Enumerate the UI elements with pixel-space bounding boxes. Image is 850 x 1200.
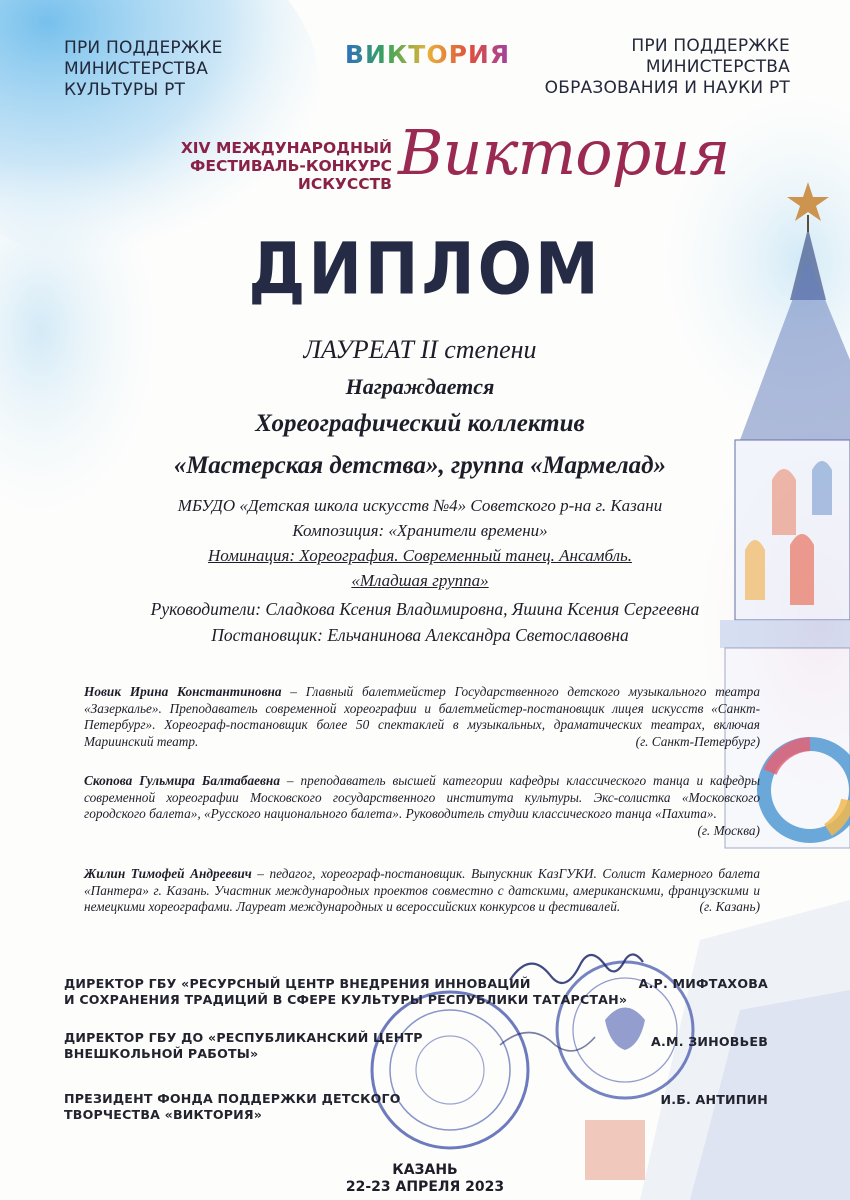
support-ministry-education xyxy=(545,36,790,99)
support-ministry-culture xyxy=(64,38,223,101)
jury-member xyxy=(84,773,760,839)
festival-line: ИСКУССТВ xyxy=(297,175,392,193)
signatory-name: А.М. ЗИНОВЬЕВ xyxy=(651,1034,768,1049)
event-dates: 22-23 АПРЕЛЯ 2023 xyxy=(345,1179,505,1195)
jury-member-city: (г. Казань) xyxy=(699,899,760,915)
signature-title-line: И СОХРАНЕНИЯ ТРАДИЦИЙ В СФЕРЕ КУЛЬТУРЫ РЕСПУБЛИКИ ТАТАРСТАН» xyxy=(64,992,628,1007)
awarded-label: Награждается xyxy=(345,374,495,399)
school-name: МБУДО «Детская школа искусств №4» Советского р-на г. Казани xyxy=(177,496,663,515)
signature-title-line: ТВОРЧЕСТВА «ВИКТОРИЯ» xyxy=(64,1107,263,1122)
jury-member-name: Жилин Тимофей Андреевич xyxy=(84,866,252,881)
signature-title-line: ВНЕШКОЛЬНОЙ РАБОТЫ» xyxy=(64,1046,259,1061)
signatory-name: И.Б. АНТИПИН xyxy=(660,1092,768,1107)
victoria-logo xyxy=(340,40,515,69)
jury-member-city: (г. Москва) xyxy=(697,822,760,838)
event-city: КАЗАНЬ xyxy=(392,1162,458,1178)
nomination-line2: «Младшая группа» xyxy=(351,571,489,590)
festival-line: XIV МЕЖДУНАРОДНЫЙ xyxy=(180,139,392,157)
signature-title-line: ДИРЕКТОР ГБУ «РЕСУРСНЫЙ ЦЕНТР ВНЕДРЕНИЯ ИННОВАЦИЙ xyxy=(64,976,531,991)
heads: Руководители: Сладкова Ксения Владимировна, Яшина Ксения Сергеевна xyxy=(150,599,700,619)
festival-line: ФЕСТИВАЛЬ-КОНКУРС xyxy=(190,157,392,175)
signature-title xyxy=(64,976,627,1008)
jury-member-city: (г. Санкт-Петербург) xyxy=(635,733,760,749)
nomination-line1: Номинация: Хореография. Современный танец. Ансамбль. xyxy=(208,546,632,565)
jury-member-name: Скопова Гульмира Балтабаевна xyxy=(84,773,280,788)
jury-member-bio: – преподаватель высшей категории кафедры классического танца и кафедры современной хореографии Московского государственного института культуры. Экс-солистка «Московского городского балета», «Русского национального балета». Руководитель студии классического танца «Пахита». xyxy=(84,773,760,822)
festival-name xyxy=(181,139,392,193)
festival-script-title: Виктория xyxy=(398,116,730,189)
staging-director: Постановщик: Ельчанинова Александра Светославовна xyxy=(211,625,629,645)
support-left-line: КУЛЬТУРЫ РТ xyxy=(64,80,186,100)
jury-member xyxy=(84,684,760,750)
jury-member-bio: – Главный балетмейстер Государственного детского музыкального театра «Зазеркалье». Преподаватель современной хореографии и балетмейстер-постановщик лицея искусств «Санкт-Петербург». Хореограф-постановщик более 50 спектаклей в музыкальных, драматических театрах, включая Мариинский театр. xyxy=(84,684,760,749)
round-stamp-fund xyxy=(372,992,528,1148)
signature-title-line: ДИРЕКТОР ГБУ ДО «РЕСПУБЛИКАНСКИЙ ЦЕНТР xyxy=(64,1030,423,1045)
event-location-date xyxy=(300,1162,550,1196)
signature-scribble-2 xyxy=(500,1033,595,1051)
diploma-title: ДИПЛОМ xyxy=(248,228,602,312)
jury-member-name: Новик Ирина Константиновна xyxy=(84,684,282,699)
support-left-line: МИНИСТЕРСТВА xyxy=(64,59,209,79)
victoria-logo-text: ВИКТОРИЯ xyxy=(344,40,511,69)
composition: Композиция: «Хранители времени» xyxy=(292,521,548,540)
support-right-line: МИНИСТЕРСТВА xyxy=(645,57,790,77)
signature-title xyxy=(64,1030,423,1062)
collective-name-line2: «Мастерская детства», группа «Мармелад» xyxy=(173,452,667,479)
jury-member xyxy=(84,866,760,916)
signatory-name: А.Р. МИФТАХОВА xyxy=(638,976,768,991)
support-right-line: ПРИ ПОДДЕРЖКЕ xyxy=(631,36,790,56)
signature-title-line: ПРЕЗИДЕНТ ФОНДА ПОДДЕРЖКИ ДЕТСКОГО xyxy=(64,1091,401,1106)
collective-name-line1: Хореографический коллектив xyxy=(255,410,585,437)
laureate-degree: ЛАУРЕАТ II степени xyxy=(303,335,537,364)
jury-member-bio: – педагог, хореограф-постановщик. Выпускник КазГУКИ. Солист Камерного балета «Пантера» г. Казань. Участник международных проектов совместно с датскими, американскими, французскими и немецкими хореографами. Лауреат международных и всероссийских конкурсов и фестивалей. xyxy=(84,866,760,915)
support-right-line: ОБРАЗОВАНИЯ И НАУКИ РТ xyxy=(544,78,790,98)
signature-title xyxy=(64,1091,401,1123)
support-left-line: ПРИ ПОДДЕРЖКЕ xyxy=(64,38,223,58)
